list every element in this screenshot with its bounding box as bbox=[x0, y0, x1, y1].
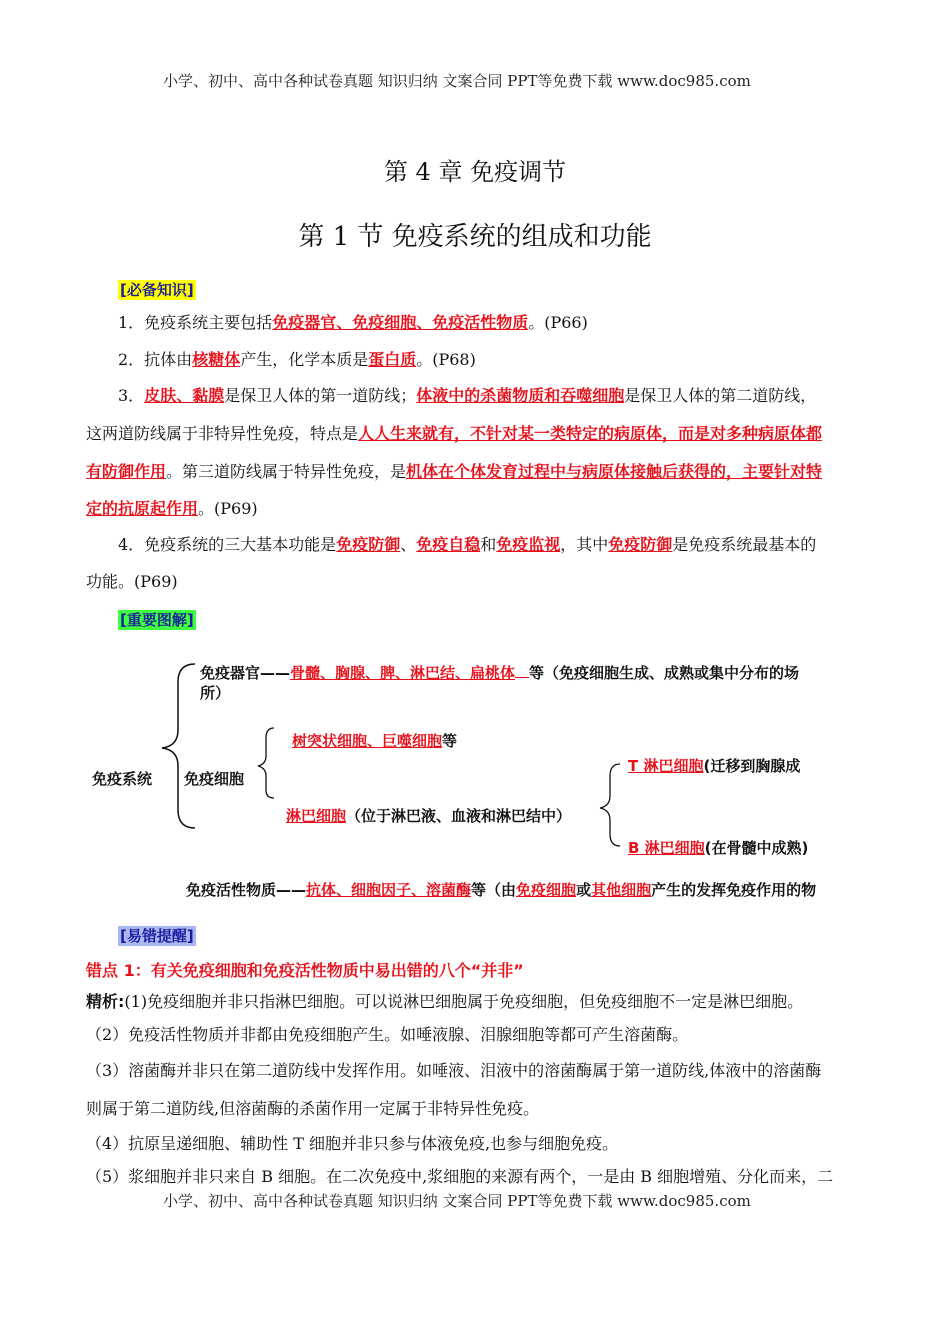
text: 、 bbox=[400, 535, 417, 554]
text: 。(P69) bbox=[198, 499, 258, 518]
highlight: 定的抗原起作用 bbox=[86, 499, 199, 518]
diagram-root-immune-system: 免疫系统 bbox=[92, 770, 153, 788]
knowledge-item-4-line1 bbox=[118, 526, 816, 563]
highlight: 人人生来就有，不针对某一类特定的病原体，而是对多种病原体都 bbox=[358, 424, 823, 443]
text: 等（免疫细胞生成、成熟或集中分布的场 bbox=[529, 664, 800, 682]
brace-cells bbox=[252, 724, 282, 804]
analysis-line-4: （4）抗原呈递细胞、辅助性 T 细胞并非只参与体液免疫,也参与细胞免疫。 bbox=[86, 1134, 619, 1153]
diagram-immune-organs bbox=[200, 662, 799, 683]
diagram-lymphocytes bbox=[286, 805, 571, 826]
label: 免疫活性物质—— bbox=[186, 881, 307, 899]
text: 1．免疫系统主要包括 bbox=[118, 313, 273, 332]
page-header: 小学、初中、高中各种试卷真题 知识归纳 文案合同 PPT等免费下载 www.doc985.com bbox=[163, 72, 751, 90]
knowledge-item-3-line4 bbox=[86, 490, 258, 527]
highlight: 蛋白质 bbox=[368, 350, 417, 369]
text: 4．免疫系统的三大基本功能是 bbox=[118, 535, 337, 554]
text: 等 bbox=[442, 732, 458, 750]
section-title: 第 1 节 免疫系统的组成和功能 bbox=[298, 222, 652, 252]
diagram-dendritic-macrophage bbox=[292, 730, 457, 751]
analysis-line-3: （3）溶菌酶并非只在第二道防线中发挥作用。如唾液、泪液中的溶菌酶属于第一道防线,体液中的溶菌酶 bbox=[86, 1061, 822, 1080]
text: (1)免疫细胞并非只指淋巴细胞。可以说淋巴细胞属于免疫细胞，但免疫细胞不一定是淋巴细胞。 bbox=[124, 992, 804, 1011]
page-footer: 小学、初中、高中各种试卷真题 知识归纳 文案合同 PPT等免费下载 www.doc985.com bbox=[163, 1192, 751, 1210]
error-point-1-title: 错点 1：有关免疫细胞和免疫活性物质中易出错的八个“并非” bbox=[86, 961, 524, 980]
tag-common-mistakes: [易错提醒] bbox=[120, 927, 194, 945]
diagram-immune-organs-line2: 所） bbox=[200, 684, 231, 702]
text: (在骨髓中成熟) bbox=[704, 839, 809, 857]
tag-key-diagram: [重要图解] bbox=[120, 611, 194, 629]
text: 。第三道防线属于特异性免疫，是 bbox=[166, 462, 407, 481]
highlight: 体液中的杀菌物质和吞噬细胞 bbox=[416, 386, 625, 405]
highlight: 皮肤、黏膜 bbox=[144, 386, 225, 405]
highlight: B 淋巴细胞 bbox=[628, 839, 705, 857]
underline-gap bbox=[515, 677, 529, 678]
highlight: 淋巴细胞 bbox=[286, 807, 347, 825]
label: 免疫器官—— bbox=[200, 664, 291, 682]
highlight: 核糖体 bbox=[192, 350, 241, 369]
highlight: 其他细胞 bbox=[591, 881, 652, 899]
highlight: 免疫自稳 bbox=[416, 535, 481, 554]
diagram-active-substances bbox=[186, 879, 816, 900]
analysis-line-5: （5）浆细胞并非只来自 B 细胞。在二次免疫中,浆细胞的来源有两个，一是由 B 细胞增殖、分化而来，二 bbox=[86, 1167, 834, 1186]
highlight: 免疫监视 bbox=[496, 535, 561, 554]
text: 是保卫人体的第一道防线； bbox=[224, 386, 417, 405]
text: 或 bbox=[576, 881, 592, 899]
text: 是保卫人体的第二道防线， bbox=[624, 386, 817, 405]
analysis-line-2: （2）免疫活性物质并非都由免疫细胞产生。如唾液腺、泪腺细胞等都可产生溶菌酶。 bbox=[86, 1025, 689, 1044]
highlight: 免疫细胞 bbox=[516, 881, 577, 899]
text: 。(P66) bbox=[528, 313, 588, 332]
highlight: 免疫防御 bbox=[336, 535, 401, 554]
text: 是免疫系统最基本的 bbox=[672, 535, 817, 554]
highlight: 有防御作用 bbox=[86, 462, 167, 481]
highlight: 机体在个体发育过程中与病原体接触后获得的，主要针对特 bbox=[406, 462, 823, 481]
highlight: T 淋巴细胞 bbox=[628, 757, 704, 775]
text: 2．抗体由 bbox=[118, 350, 193, 369]
text: 3． bbox=[118, 386, 145, 405]
text: 这两道防线属于非特异性免疫，特点是 bbox=[86, 424, 359, 443]
analysis-label: 精析: bbox=[86, 992, 125, 1011]
diagram-t-lymphocyte bbox=[628, 755, 800, 776]
highlight: 免疫防御 bbox=[608, 535, 673, 554]
highlight: 骨髓、胸腺、脾、淋巴结、扁桃体 bbox=[290, 664, 516, 682]
knowledge-item-3-line1 bbox=[118, 377, 816, 414]
text: (迁移到胸腺成 bbox=[703, 757, 801, 775]
knowledge-item-4-line2 bbox=[86, 563, 178, 600]
chapter-title: 第 4 章 免疫调节 bbox=[383, 158, 567, 186]
brace-lymphocytes bbox=[592, 760, 627, 850]
knowledge-item-3-line3 bbox=[86, 453, 822, 490]
text: 。(P68) bbox=[416, 350, 476, 369]
diagram-b-lymphocyte bbox=[628, 837, 808, 858]
knowledge-item-1 bbox=[118, 304, 588, 341]
knowledge-item-2 bbox=[118, 341, 476, 378]
analysis-line-1 bbox=[86, 989, 803, 1012]
text: 和 bbox=[480, 535, 497, 554]
knowledge-item-3-line2 bbox=[86, 415, 822, 452]
tag-required-knowledge: [必备知识] bbox=[120, 281, 194, 299]
analysis-line-3b: 则属于第二道防线,但溶菌酶的杀菌作用一定属于非特异性免疫。 bbox=[86, 1099, 540, 1118]
text: 功能。(P69) bbox=[86, 572, 178, 591]
text: 等（由 bbox=[471, 881, 517, 899]
text: ，其中 bbox=[560, 535, 609, 554]
highlight: 抗体、细胞因子、溶菌酶 bbox=[306, 881, 472, 899]
highlight: 免疫器官、免疫细胞、免疫活性物质 bbox=[272, 313, 529, 332]
diagram-immune-cells: 免疫细胞 bbox=[184, 770, 245, 788]
highlight: 树突状细胞、巨噬细胞 bbox=[292, 732, 443, 750]
text: （位于淋巴液、血液和淋巴结中） bbox=[346, 807, 572, 825]
text: 产生，化学本质是 bbox=[240, 350, 369, 369]
text: 产生的发挥免疫作用的物 bbox=[651, 881, 817, 899]
